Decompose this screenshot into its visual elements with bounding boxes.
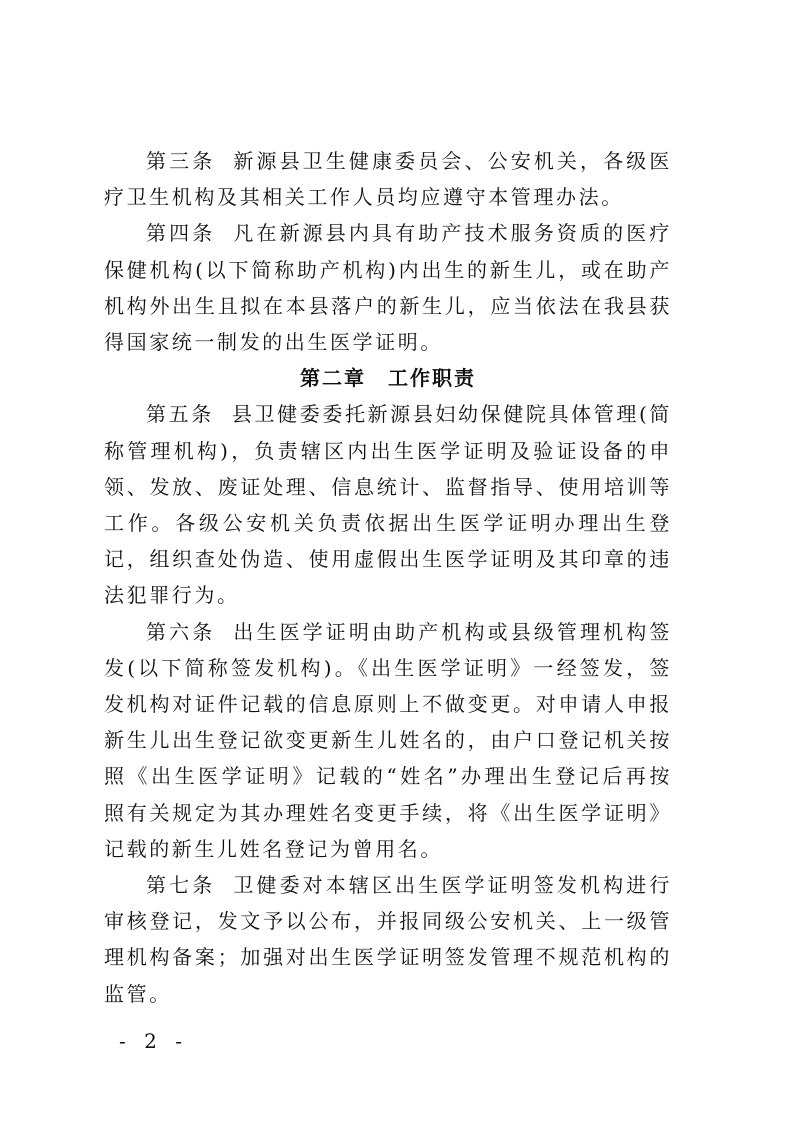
article-text: 出生医学证明由助产机构或县级管理机构签发(以下简称签发机构)。《出生医学证明》一经签发，签发机构对证件记载的信息原则上不做变更。对申请人申报新生儿出生登记欲变更新生儿姓名的，由户口登记机关按照《出生医学证明》记载的“姓名”办理出生登记后再按照有关规定为其办理姓名变更手续，将《出生医学证明》记载的新生儿姓名登记为曾用名。 — [104, 619, 672, 861]
article-3 — [104, 143, 672, 215]
article-number: 第三条 — [146, 149, 216, 173]
page-number: - 2 - — [119, 1029, 188, 1053]
article-7 — [104, 867, 672, 1012]
article-text: 新源县卫生健康委员会、公安机关，各级医疗卫生机构及其相关工作人员均应遵守本管理办法。 — [104, 149, 672, 210]
article-number: 第七条 — [146, 873, 216, 898]
article-text: 县卫健委委托新源县妇幼保健院具体管理(简称管理机构)，负责辖区内出生医学证明及验证设备的申领、发放、废证处理、信息统计、监督指导、使用培训等工作。各级公安机关负责依据出生医学证明办理出生登记，组织查处伪造、使用虚假出生医学证明及其印章的违法犯罪行为。 — [104, 402, 672, 608]
article-number: 第六条 — [146, 619, 216, 644]
article-number: 第五条 — [146, 402, 214, 427]
article-text: 凡在新源县内具有助产技术服务资质的医疗保健机构(以下简称助产机构)内出生的新生儿，或在助产机构外出生且拟在本县落户的新生儿，应当依法在我县获得国家统一制发的出生医学证明。 — [104, 221, 672, 355]
article-text: 卫健委对本辖区出生医学证明签发机构进行审核登记，发文予以公布，并报同级公安机关、上一级管理机构备案；加强对出生医学证明签发管理不规范机构的监管。 — [104, 873, 672, 1006]
article-5 — [104, 396, 672, 613]
chapter-title: 工作职责 — [388, 366, 476, 391]
chapter-heading — [104, 360, 672, 396]
article-6 — [104, 614, 672, 867]
article-number: 第四条 — [146, 221, 216, 246]
document-body — [104, 143, 672, 1012]
chapter-number: 第二章 — [300, 366, 366, 391]
article-4 — [104, 215, 672, 360]
